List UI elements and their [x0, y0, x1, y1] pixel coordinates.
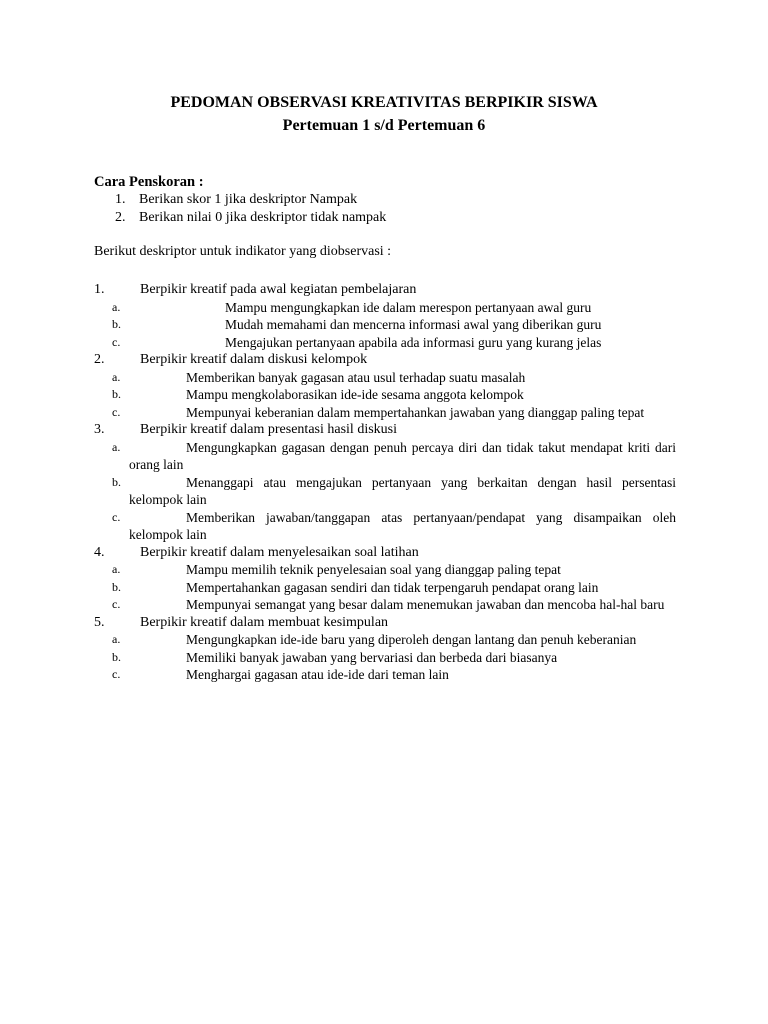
indicator-title: Berpikir kreatif dalam presentasi hasil diskusi [140, 422, 397, 437]
indicator-heading [94, 614, 676, 632]
scoring-item-number: 2. [115, 210, 126, 225]
indicator-list [94, 281, 676, 684]
descriptor-text: Memberikan jawaban/tanggapan atas pertanyaan/pendapat yang disampaikan oleh kelompok lain [129, 509, 676, 542]
descriptor-letter: b. [112, 579, 121, 594]
descriptor-letter: a. [112, 439, 121, 454]
descriptor-text: Mempertahankan gagasan sendiri dan tidak terpengaruh pendapat orang lain [186, 579, 599, 595]
indicator-title: Berpikir kreatif dalam menyelesaikan soal latihan [140, 544, 419, 560]
descriptor-item [94, 579, 676, 597]
indicator-heading [94, 421, 676, 439]
document-subtitle: Pertemuan 1 s/d Pertemuan 6 [282, 117, 486, 134]
indicator-number: 4. [94, 544, 105, 560]
indicator-title: Berpikir kreatif dalam membuat kesimpulan [140, 614, 389, 630]
indicator-number: 5. [94, 614, 105, 630]
descriptor-letter: c. [112, 334, 121, 349]
descriptor-text: Mampu mengungkapkan ide dalam merespon pertanyaan awal guru [225, 299, 592, 315]
descriptor-text: Mengajukan pertanyaan apabila ada informasi guru yang kurang jelas [225, 334, 602, 350]
descriptor-item [94, 386, 676, 404]
descriptor-item [94, 334, 676, 352]
intro-text: Berikut deskriptor untuk indikator yang diobservasi : [94, 244, 392, 259]
descriptor-item [94, 631, 676, 649]
scoring-item [94, 191, 676, 209]
descriptor-text: Mudah memahami dan mencerna informasi awal yang diberikan guru [225, 317, 602, 332]
indicator-number: 3. [94, 422, 105, 437]
descriptor-item [94, 596, 676, 614]
scoring-item-text: Berikan nilai 0 jika deskriptor tidak nampak [139, 210, 387, 225]
descriptor-letter: b. [112, 474, 121, 489]
scoring-list [94, 191, 676, 227]
descriptor-item [94, 509, 676, 544]
descriptor-letter: b. [112, 387, 121, 401]
descriptor-item [94, 666, 676, 684]
descriptor-letter: a. [112, 299, 121, 314]
document-title: PEDOMAN OBSERVASI KREATIVITAS BERPIKIR SISWA [170, 94, 598, 111]
descriptor-letter: b. [112, 649, 121, 664]
descriptor-text: Memberikan banyak gagasan atau usul terhadap suatu masalah [186, 369, 526, 385]
descriptor-item [94, 561, 676, 579]
descriptor-letter: c. [112, 667, 121, 681]
descriptor-text: Mampu memilih teknik penyelesaian soal yang dianggap paling tepat [186, 562, 561, 577]
descriptor-item [94, 316, 676, 334]
descriptor-text: Memiliki banyak jawaban yang bervariasi dan berbeda dari biasanya [186, 649, 558, 665]
descriptor-item [94, 474, 676, 509]
descriptor-text: Mampu mengkolaborasikan ide-ide sesama anggota kelompok [186, 387, 524, 402]
descriptor-text: Mengungkapkan ide-ide baru yang diperoleh dengan lantang dan penuh keberanian [186, 632, 637, 647]
descriptor-text: Menanggapi atau mengajukan pertanyaan yang berkaitan dengan hasil persentasi kelompok lain [129, 474, 676, 507]
descriptor-letter: a. [112, 632, 121, 646]
indicator-title: Berpikir kreatif dalam diskusi kelompok [140, 352, 368, 367]
descriptor-letter: a. [112, 369, 121, 384]
descriptor-letter: b. [112, 317, 121, 331]
descriptor-item [94, 649, 676, 667]
descriptor-letter: c. [112, 597, 121, 611]
indicator-number: 1. [94, 282, 105, 297]
scoring-item-number: 1. [115, 192, 126, 207]
descriptor-item [94, 439, 676, 474]
indicator-heading [94, 351, 676, 369]
descriptor-item [94, 299, 676, 317]
scoring-item-text: Berikan skor 1 jika deskriptor Nampak [139, 192, 358, 207]
descriptor-item [94, 369, 676, 387]
descriptor-letter: a. [112, 562, 121, 576]
indicator-title: Berpikir kreatif pada awal kegiatan pembelajaran [140, 282, 417, 297]
descriptor-letter: c. [112, 509, 121, 524]
descriptor-item [94, 404, 676, 422]
descriptor-text: Mempunyai semangat yang besar dalam menemukan jawaban dan mencoba hal-hal baru [186, 597, 665, 612]
scoring-heading: Cara Penskoran : [94, 174, 204, 190]
indicator-heading [94, 544, 676, 562]
descriptor-text: Menghargai gagasan atau ide-ide dari teman lain [186, 667, 449, 682]
descriptor-text: Mempunyai keberanian dalam mempertahankan jawaban yang dianggap paling tepat [186, 404, 645, 420]
descriptor-text: Mengungkapkan gagasan dengan penuh percaya diri dan tidak takut mendapat kriti dari orang lain [129, 439, 676, 472]
indicator-heading [94, 281, 676, 299]
scoring-item [94, 209, 676, 227]
descriptor-letter: c. [112, 404, 121, 419]
indicator-number: 2. [94, 352, 105, 367]
